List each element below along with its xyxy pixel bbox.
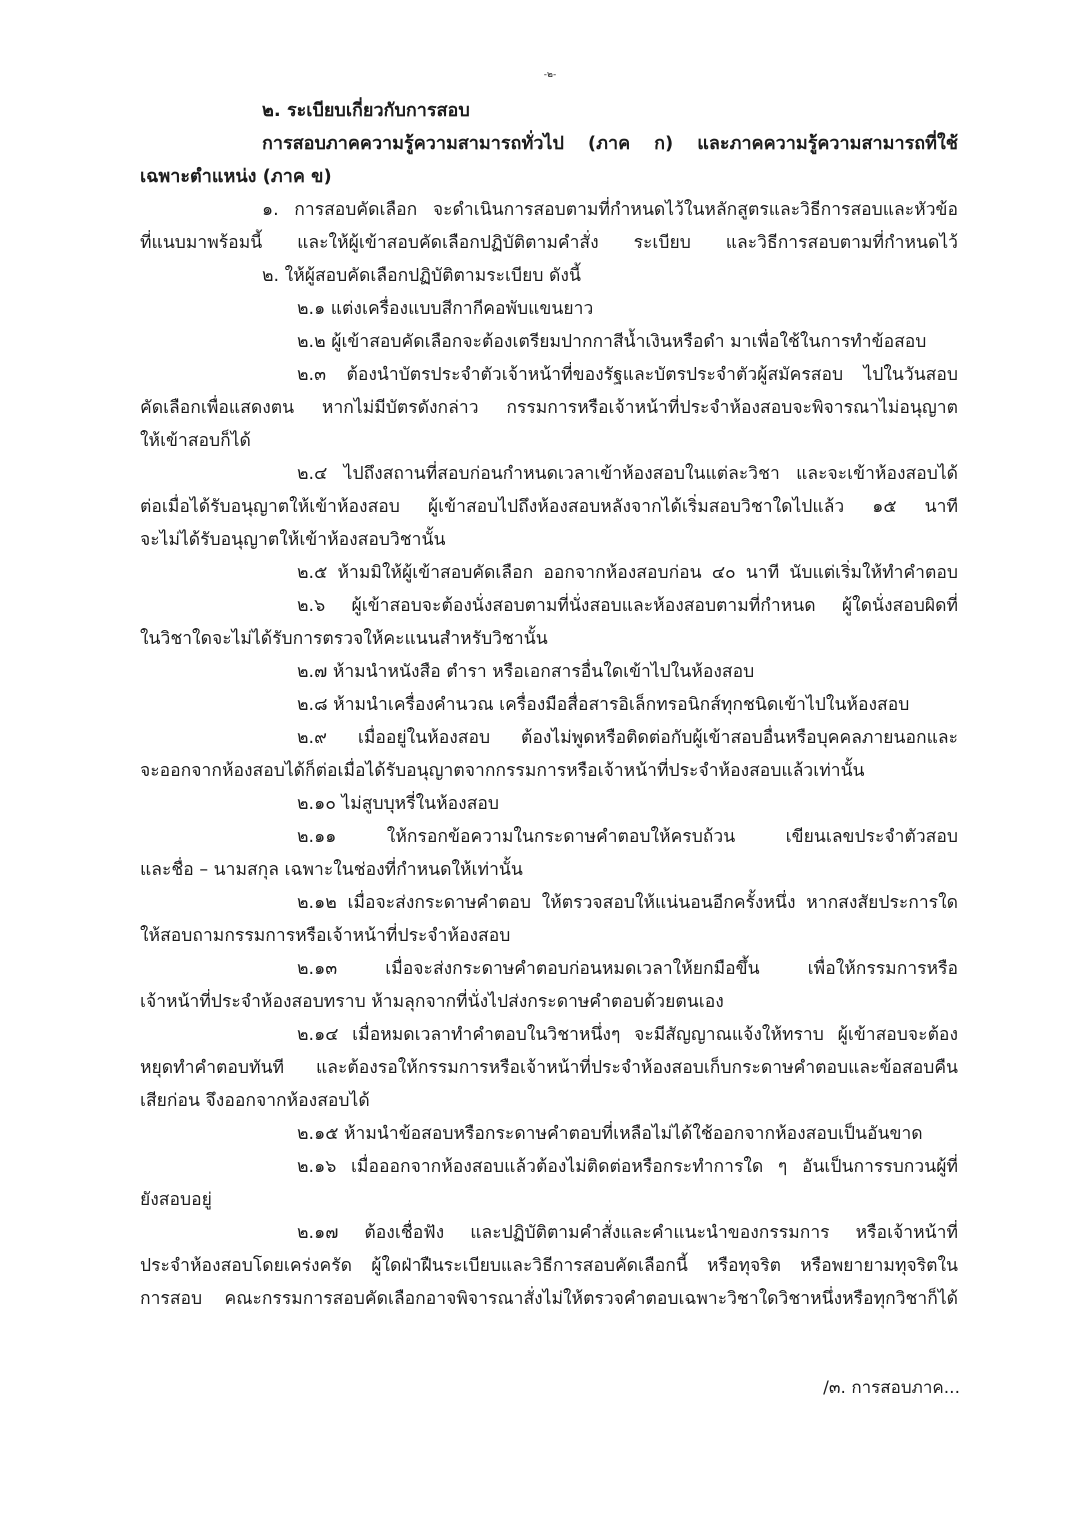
paragraph-1-line2: ที่แนบมาพร้อมนี้ และให้ผู้เข้าสอบคัดเลือกปฏิบัติตามคำสั่ง ระเบียบ และวิธีการสอบตามที่กำหนดไว้ bbox=[140, 233, 958, 253]
rule-2-5: ๒.๕ ห้ามมิให้ผู้เข้าสอบคัดเลือก ออกจากห้องสอบก่อน ๔๐ นาที นับแต่เริ่มให้ทำคำตอบ bbox=[297, 563, 958, 583]
section-subheading-line2: เฉพาะตำแหน่ง (ภาค ข) bbox=[140, 166, 332, 187]
rule-2-13-line1: ๒.๑๓ เมื่อจะส่งกระดาษคำตอบก่อนหมดเวลาให้ยกมือขึ้น เพื่อให้กรรมการหรือ bbox=[297, 959, 958, 979]
rule-2-2: ๒.๒ ผู้เข้าสอบคัดเลือกจะต้องเตรียมปากกาสีน้ำเงินหรือดำ มาเพื่อใช้ในการทำข้อสอบ bbox=[297, 332, 927, 352]
rule-2-3-line3: ให้เข้าสอบก็ได้ bbox=[140, 431, 251, 451]
rule-2-6-line2: ในวิชาใดจะไม่ได้รับการตรวจให้คะแนนสำหรับวิชานั้น bbox=[140, 629, 548, 649]
rule-2-17-line3: การสอบ คณะกรรมการสอบคัดเลือกอาจพิจารณาสั่งไม่ให้ตรวจคำตอบเฉพาะวิชาใดวิชาหนึ่งหรือทุกวิชาก็ได้ bbox=[140, 1289, 958, 1309]
rule-2-17-line2: ประจำห้องสอบโดยเคร่งครัด ผู้ใดฝ่าฝืนระเบียบและวิธีการสอบคัดเลือกนี้ หรือทุจริต หรือพยายามทุจริตใน bbox=[140, 1256, 958, 1276]
rule-2-4-line3: จะไม่ได้รับอนุญาตให้เข้าห้องสอบวิชานั้น bbox=[140, 530, 446, 550]
rule-2-12-line2: ให้สอบถามกรรมการหรือเจ้าหน้าที่ประจำห้องสอบ bbox=[140, 926, 511, 946]
rule-2-9-line1: ๒.๙ เมื่ออยู่ในห้องสอบ ต้องไม่พูดหรือติดต่อกับผู้เข้าสอบอื่นหรือบุคคลภายนอกและ bbox=[297, 728, 958, 748]
rule-2-4-line1: ๒.๔ ไปถึงสถานที่สอบก่อนกำหนดเวลาเข้าห้องสอบในแต่ละวิชา และจะเข้าห้องสอบได้ bbox=[297, 464, 958, 484]
rule-2-7: ๒.๗ ห้ามนำหนังสือ ตำรา หรือเอกสารอื่นใดเข้าไปในห้องสอบ bbox=[297, 662, 755, 682]
rule-2-14-line3: เสียก่อน จึงออกจากห้องสอบได้ bbox=[140, 1091, 370, 1111]
continuation-note: /๓. การสอบภาค... bbox=[823, 1378, 960, 1398]
rule-2-6-line1: ๒.๖ ผู้เข้าสอบจะต้องนั่งสอบตามที่นั่งสอบและห้องสอบตามที่กำหนด ผู้ใดนั่งสอบผิดที่ bbox=[297, 596, 958, 616]
rule-2-15: ๒.๑๕ ห้ามนำข้อสอบหรือกระดาษคำตอบที่เหลือไม่ได้ใช้ออกจากห้องสอบเป็นอันขาด bbox=[297, 1124, 923, 1144]
rule-2-8: ๒.๘ ห้ามนำเครื่องคำนวณ เครื่องมือสื่อสารอิเล็กทรอนิกส์ทุกชนิดเข้าไปในห้องสอบ bbox=[297, 695, 910, 715]
paragraph-2: ๒. ให้ผู้สอบคัดเลือกปฏิบัติตามระเบียบ ดังนี้ bbox=[262, 266, 581, 286]
rule-2-1: ๒.๑ แต่งเครื่องแบบสีกากีคอพับแขนยาว bbox=[297, 299, 594, 319]
rule-2-9-line2: จะออกจากห้องสอบได้ก็ต่อเมื่อได้รับอนุญาตจากกรรมการหรือเจ้าหน้าที่ประจำห้องสอบแล้วเท่านั้น bbox=[140, 761, 865, 781]
rule-2-3-line1: ๒.๓ ต้องนำบัตรประจำตัวเจ้าหน้าที่ของรัฐและบัตรประจำตัวผู้สมัครสอบ ไปในวันสอบ bbox=[297, 365, 958, 385]
rule-2-16-line2: ยังสอบอยู่ bbox=[140, 1190, 212, 1210]
rule-2-11-line2: และชื่อ – นามสกุล เฉพาะในช่องที่กำหนดให้เท่านั้น bbox=[140, 860, 523, 880]
paragraph-1-line1: ๑. การสอบคัดเลือก จะดำเนินการสอบตามที่กำหนดไว้ในหลักสูตรและวิธีการสอบและหัวข้อ bbox=[262, 200, 958, 220]
section-heading: ๒. ระเบียบเกี่ยวกับการสอบ bbox=[262, 100, 470, 121]
rule-2-10: ๒.๑๐ ไม่สูบบุหรี่ในห้องสอบ bbox=[297, 794, 500, 814]
rule-2-12-line1: ๒.๑๒ เมื่อจะส่งกระดาษคำตอบ ให้ตรวจสอบให้แน่นอนอีกครั้งหนึ่ง หากสงสัยประการใด bbox=[297, 893, 958, 913]
rule-2-17-line1: ๒.๑๗ ต้องเชื่อฟัง และปฏิบัติตามคำสั่งและคำแนะนำของกรรมการ หรือเจ้าหน้าที่ bbox=[297, 1223, 958, 1243]
section-subheading-line1: การสอบภาคความรู้ความสามารถทั่วไป (ภาค ก) และภาคความรู้ความสามารถที่ใช้ bbox=[262, 133, 958, 154]
rule-2-11-line1: ๒.๑๑ ให้กรอกข้อความในกระดาษคำตอบให้ครบถ้วน เขียนเลขประจำตัวสอบ bbox=[297, 827, 958, 847]
rule-2-14-line1: ๒.๑๔ เมื่อหมดเวลาทำคำตอบในวิชาหนึ่งๆ จะมีสัญญาณแจ้งให้ทราบ ผู้เข้าสอบจะต้อง bbox=[297, 1025, 958, 1045]
rule-2-14-line2: หยุดทำคำตอบทันที และต้องรอให้กรรมการหรือเจ้าหน้าที่ประจำห้องสอบเก็บกระดาษคำตอบและข้อสอบคืน bbox=[140, 1058, 958, 1078]
page-number: -๒- bbox=[543, 70, 557, 80]
rule-2-4-line2: ต่อเมื่อได้รับอนุญาตให้เข้าห้องสอบ ผู้เข้าสอบไปถึงห้องสอบหลังจากได้เริ่มสอบวิชาใดไปแล้ว ๑๕ นาที bbox=[140, 497, 958, 517]
rule-2-3-line2: คัดเลือกเพื่อแสดงตน หากไม่มีบัตรดังกล่าว กรรมการหรือเจ้าหน้าที่ประจำห้องสอบจะพิจารณาไม่อนุญาต bbox=[140, 398, 958, 418]
rule-2-16-line1: ๒.๑๖ เมื่อออกจากห้องสอบแล้วต้องไม่ติดต่อหรือกระทำการใด ๆ อันเป็นการรบกวนผู้ที่ bbox=[297, 1157, 958, 1177]
rule-2-13-line2: เจ้าหน้าที่ประจำห้องสอบทราบ ห้ามลุกจากที่นั่งไปส่งกระดาษคำตอบด้วยตนเอง bbox=[140, 992, 724, 1012]
